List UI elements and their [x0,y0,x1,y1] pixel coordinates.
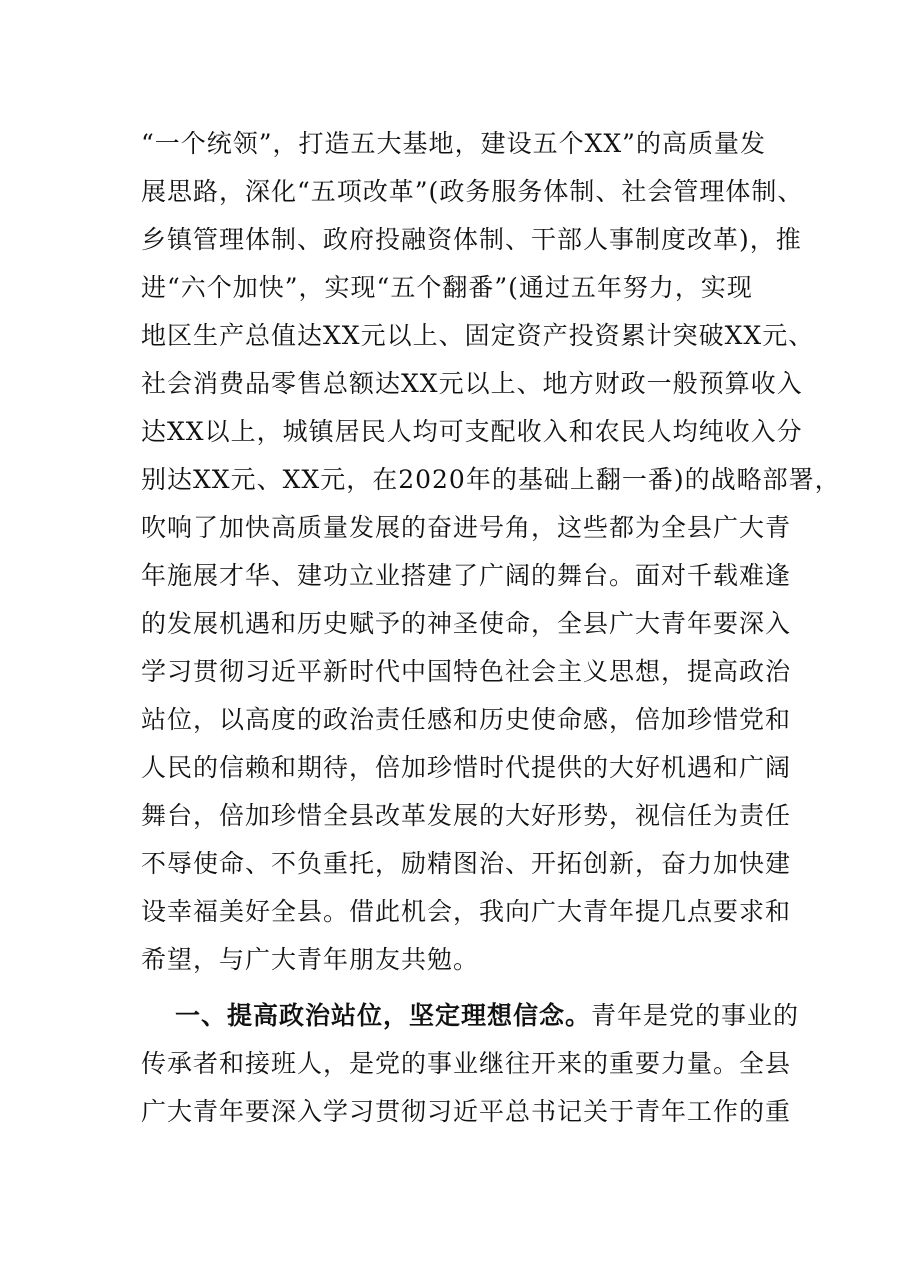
paragraph-line: 人民的信赖和期待，倍加珍惜时代提供的大好机遇和广阔 [141,753,792,782]
section-one [141,992,800,1136]
paragraph-line: 达XX以上，城镇居民人均可支配收入和农民人均纯收入分 [141,417,803,446]
paragraph-line: 学习贯彻习近平新时代中国特色社会主义思想，提高政治 [141,657,792,686]
paragraph-line: 的发展机遇和历史赋予的神圣使命，全县广大青年要深入 [141,609,792,638]
paragraph-line: 舞台，倍加珍惜全县改革发展的大好形势，视信任为责任 [141,801,792,830]
paragraph-line: 吹响了加快高质量发展的奋进号角，这些都为全县广大青 [141,513,792,542]
paragraph-line: 传承者和接班人，是党的事业继往开来的重要力量。全县 [141,1049,792,1078]
paragraph-line: 广大青年要深入学习贯彻习近平总书记关于青年工作的重 [141,1097,792,1126]
paragraph-spacer [141,984,781,992]
paragraph-line: 站位，以高度的政治责任感和历史使命感，倍加珍惜党和 [141,705,792,734]
paragraph-line: 乡镇管理体制、政府投融资体制、干部人事制度改革)，推 [141,225,802,254]
paragraph-line: 地区生产总值达XX元以上、固定资产投资累计突破XX元、 [141,321,815,350]
section-heading: 一、提高政治站位，坚定理想信念。 [175,1001,592,1030]
document-body [141,120,841,1136]
paragraph-line: 进“六个加快”，实现“五个翻番”(通过五年努力，实现 [141,273,753,302]
paragraph-line: “一个统领”，打造五大基地，建设五个XX”的高质量发 [141,129,766,158]
paragraph-intro [141,120,841,984]
paragraph-line: 展思路，深化“五项改革”(政务服务体制、社会管理体制、 [141,177,804,206]
paragraph-line: 不辱使命、不负重托，励精图治、开拓创新，奋力加快建 [141,849,792,878]
paragraph-line: 年施展才华、建功立业搭建了广阔的舞台。面对千载难逢 [141,561,792,590]
paragraph-line: 社会消费品零售总额达XX元以上、地方财政一般预算收入 [141,369,803,398]
paragraph-line: 设幸福美好全县。借此机会，我向广大青年提几点要求和 [141,897,792,926]
section-heading-continuation: 青年是党的事业的 [591,1001,800,1030]
paragraph-line: 希望，与广大青年朋友共勉。 [141,945,480,974]
section-heading-line [141,992,800,1040]
paragraph-line: 别达XX元、XX元，在2020年的基础上翻一番)的战略部署， [141,465,841,494]
